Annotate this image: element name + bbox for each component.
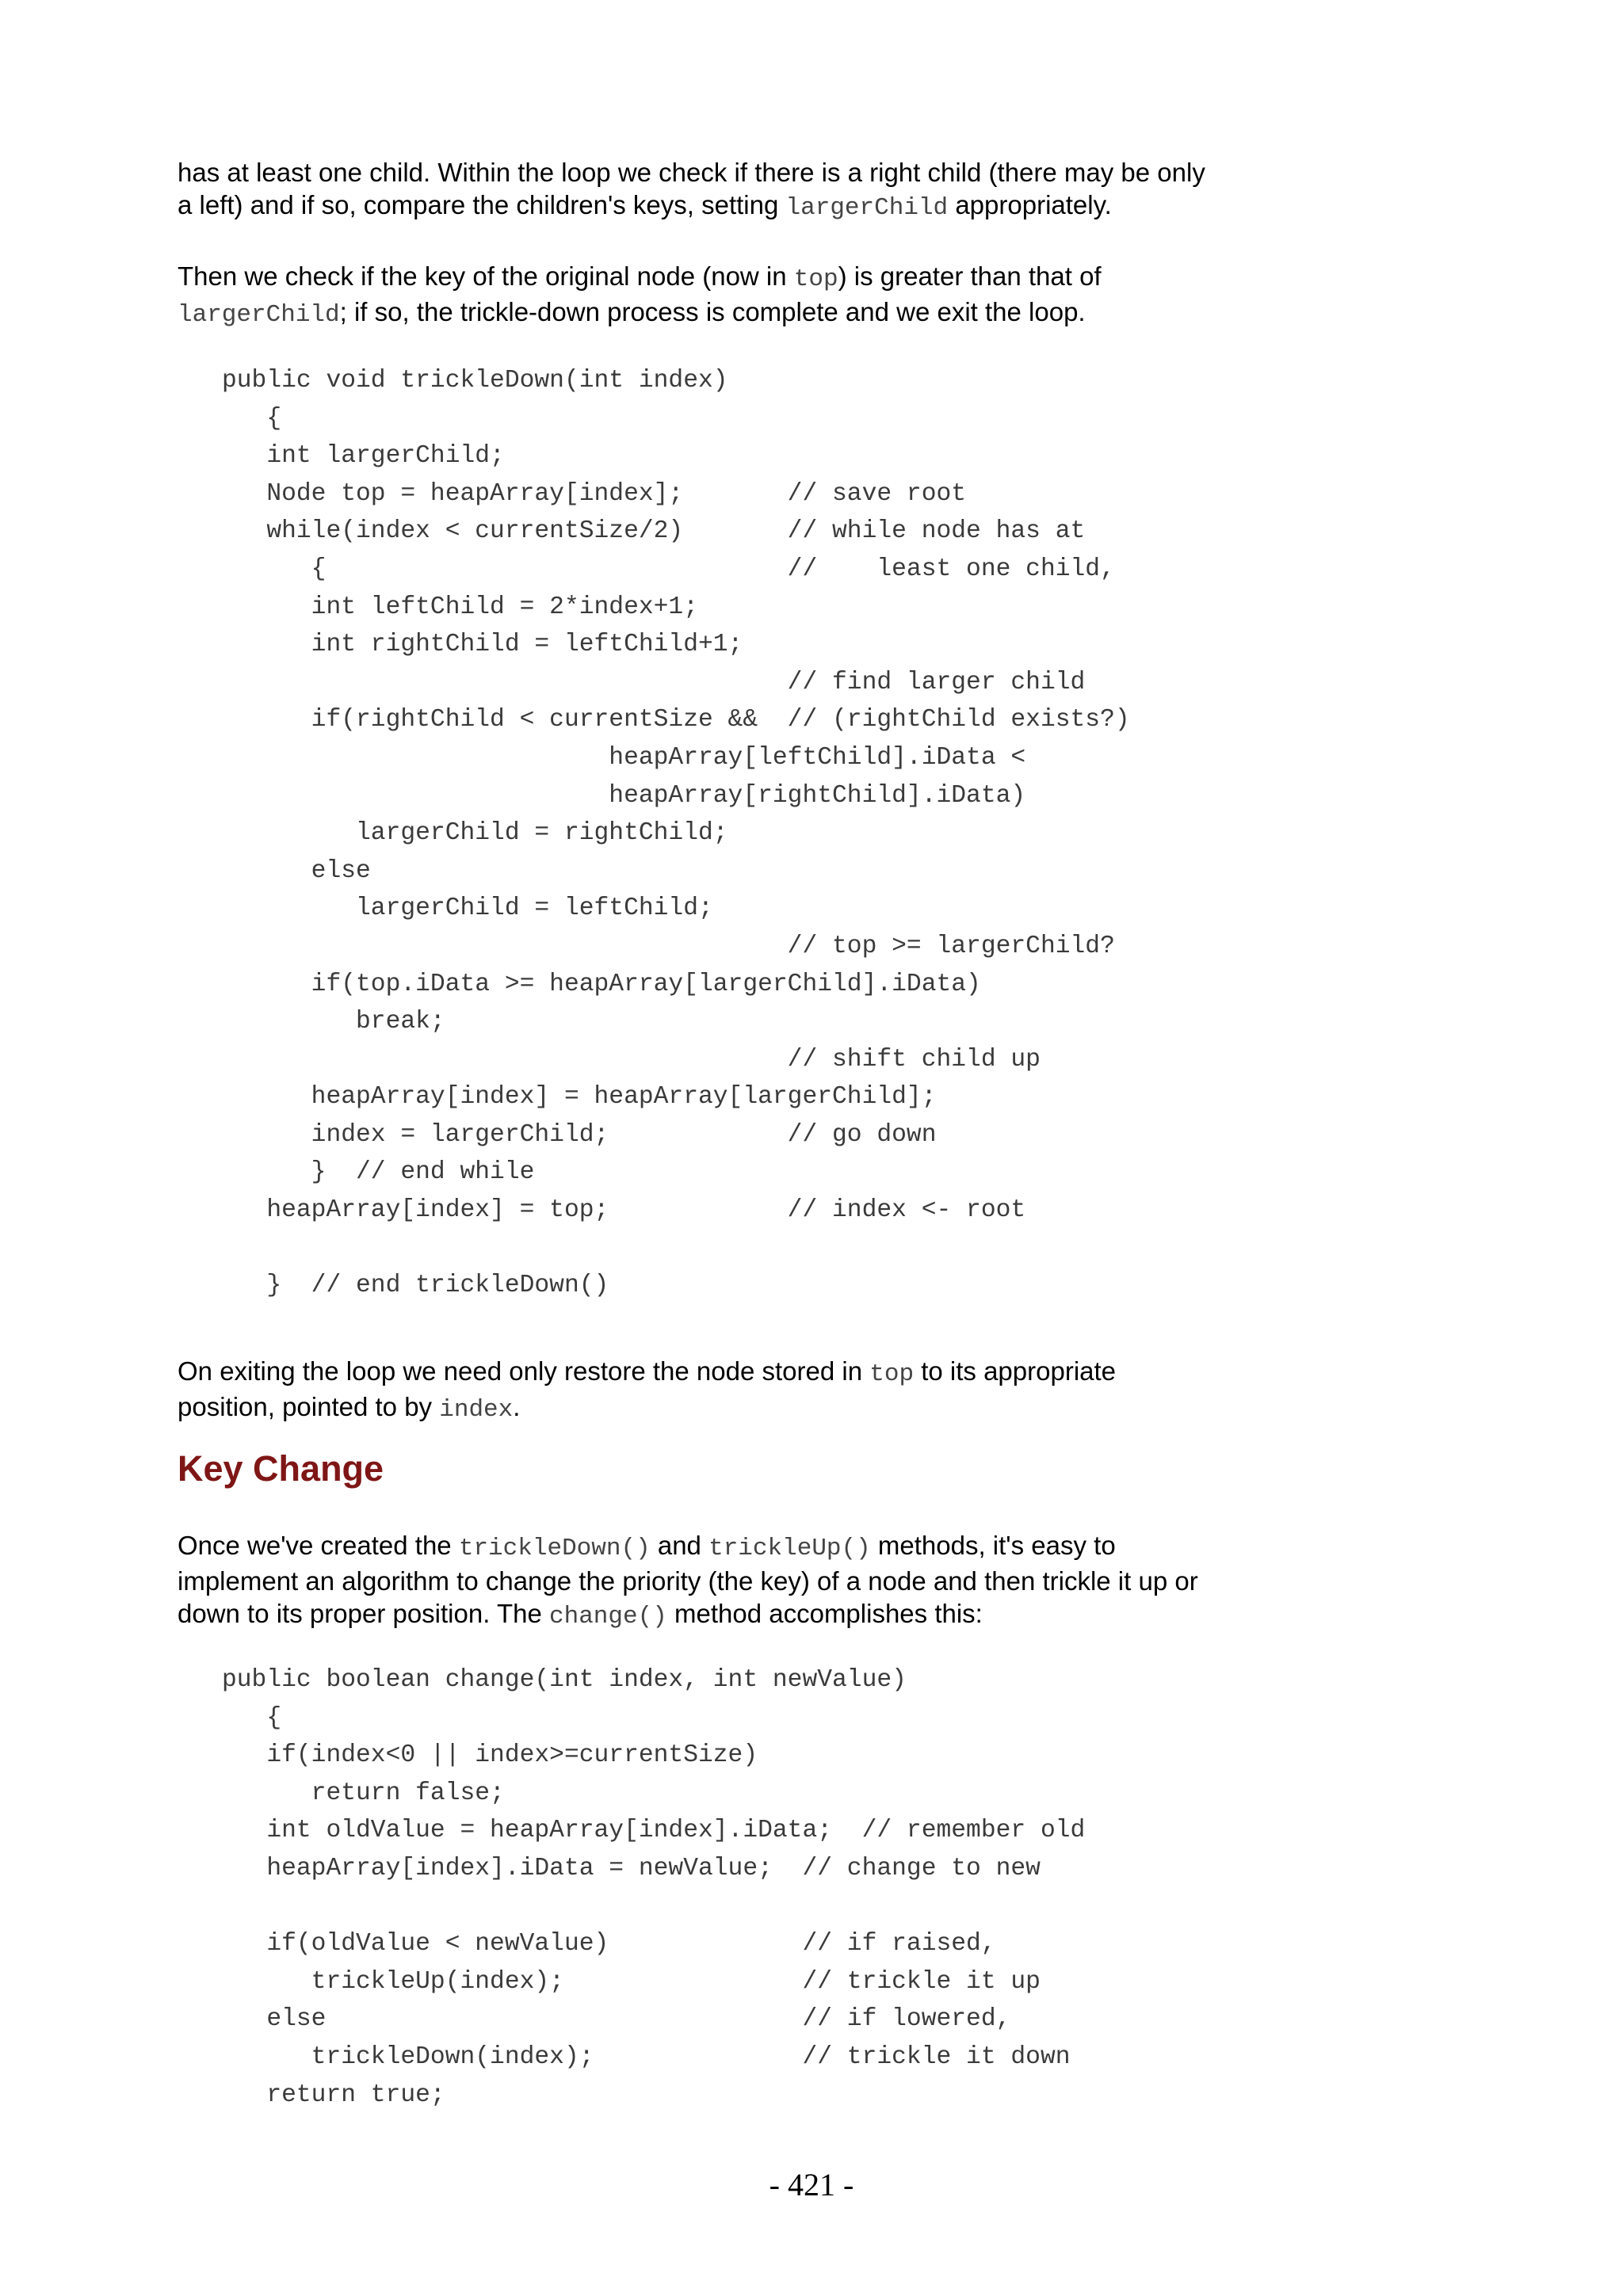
code-line: int oldValue = heapArray[index].iData; // remember old (222, 1817, 1086, 1845)
code-line: largerChild = leftChild; (222, 894, 713, 923)
text-run: methods, it's easy to (870, 1531, 1116, 1560)
code-line: heapArray[rightChild].iData) (222, 781, 1026, 810)
paragraph-change-method-intro (178, 1529, 1303, 1633)
text-run: a left) and if so, compare the children's keys, setting (178, 190, 786, 219)
code-line: while(index < currentSize/2) // while node has at (222, 517, 1086, 546)
text-run: and (650, 1531, 709, 1560)
inline-code: top (869, 1360, 915, 1388)
code-line: int largerChild; (222, 442, 505, 471)
text-line (178, 1597, 1303, 1633)
inline-code: index (439, 1396, 514, 1424)
text-line (178, 1390, 1303, 1426)
text-line (178, 296, 1303, 331)
code-line: } // end while (222, 1158, 535, 1187)
text-run: On exiting the loop we need only restore the node stored in (178, 1356, 870, 1386)
code-line: int rightChild = leftChild+1; (222, 631, 743, 659)
code-line: heapArray[leftChild].iData < (222, 743, 1026, 772)
code-line: trickleDown(index); // trickle it down (222, 2042, 1071, 2071)
inline-code: trickleDown() (458, 1535, 651, 1562)
code-line: if(index<0 || index>=currentSize) (222, 1741, 758, 1770)
code-line: if(rightChild < currentSize && // (rightChild exists?) (222, 706, 1130, 734)
paragraph-loop-explanation (178, 156, 1303, 224)
text-line (178, 189, 1303, 224)
text-line (178, 260, 1303, 296)
text-run: Once we've created the (178, 1531, 459, 1560)
code-line: Node top = heapArray[index]; // save root (222, 479, 967, 508)
text-run: appropriately. (948, 190, 1112, 219)
code-line: else // if lowered, (222, 2005, 1011, 2034)
code-line: largerChild = rightChild; (222, 819, 728, 848)
text-run: method accomplishes this: (666, 1599, 983, 1628)
section-heading: Key Change (178, 1448, 384, 1489)
code-line: break; (222, 1008, 445, 1036)
code-line: { (222, 404, 282, 433)
code-line: // shift child up (222, 1045, 1041, 1074)
code-line: index = largerChild; // go down (222, 1120, 937, 1149)
page-number: - 421 - (769, 2167, 854, 2203)
text-line (178, 1529, 1303, 1565)
text-line: implement an algorithm to change the priority (the key) of a node and then trickle it up or (178, 1566, 1198, 1596)
inline-code: largerChild (178, 301, 340, 329)
code-line: return false; (222, 1779, 505, 1807)
inline-code: largerChild (785, 194, 949, 222)
code-line: return true; (222, 2081, 445, 2109)
text-run: ) is greater than that of (838, 261, 1102, 291)
code-line: if(oldValue < newValue) // if raised, (222, 1930, 996, 1958)
code-line: public void trickleDown(int index) (222, 367, 728, 395)
inline-code: trickleUp() (708, 1535, 871, 1562)
code-block-trickle-down (222, 362, 1130, 1305)
text-run: Then we check if the key of the original node (now in (178, 261, 794, 291)
text-run: ; if so, the trickle-down process is complete and we exit the loop. (339, 297, 1086, 326)
code-line (222, 1888, 1085, 1926)
inline-code: change() (549, 1603, 667, 1630)
code-line: public boolean change(int index, int newValue) (222, 1666, 907, 1694)
text-run: . (513, 1392, 521, 1421)
code-block-change (222, 1661, 1085, 2114)
text-line: has at least one child. Within the loop we check if there is a right child (there may be only (178, 158, 1205, 187)
text-line (178, 1355, 1303, 1390)
code-line: // top >= largerChild? (222, 932, 1115, 960)
code-line: { (222, 1703, 282, 1732)
paragraph-restore-node (178, 1355, 1303, 1426)
code-line (222, 1230, 1130, 1268)
code-line: int leftChild = 2*index+1; (222, 593, 698, 621)
code-line: heapArray[index] = top; // index <- root (222, 1196, 1026, 1225)
text-run: position, pointed to by (178, 1392, 440, 1421)
code-line: else (222, 856, 371, 885)
code-line: // find larger child (222, 668, 1086, 696)
inline-code: top (793, 265, 838, 293)
paragraph-key-comparison (178, 260, 1303, 331)
text-run: to its appropriate (914, 1356, 1117, 1386)
code-line: heapArray[index].iData = newValue; // change to new (222, 1854, 1041, 1882)
code-line: trickleUp(index); // trickle it up (222, 1967, 1041, 1996)
code-line: heapArray[index] = heapArray[largerChild]; (222, 1083, 937, 1112)
code-line: } // end trickleDown() (222, 1272, 609, 1300)
text-run: down to its proper position. The (178, 1599, 549, 1628)
code-line: if(top.iData >= heapArray[largerChild].iData) (222, 970, 981, 998)
code-line: { // least one child, (222, 555, 1115, 583)
